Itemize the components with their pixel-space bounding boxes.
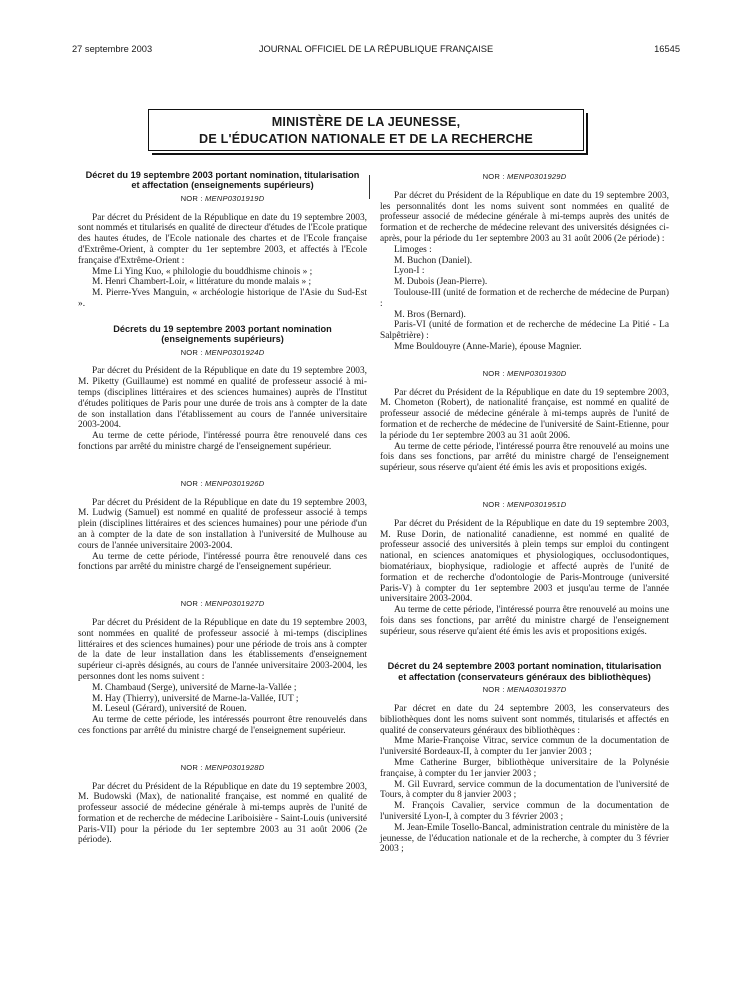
left-column bbox=[78, 170, 367, 846]
decree-paragraph: Au terme de cette période, l'intéressé pourra être renouvelé dans ces fonctions par arrêté du ministre chargé de l'enseignement supérieur. bbox=[78, 551, 367, 573]
decree-paragraph: Au terme de cette période, l'intéressé pourra être renouvelé au moins une fois dans ses fonctions, par arrêté du ministre chargé de l'enseignement supérieur, sous réserve qu'aient été émis les avis et propositions exigés. bbox=[380, 605, 669, 637]
list-item: Toulouse-III (unité de formation et de recherche de médecine de Purpan) : bbox=[380, 287, 669, 309]
decree-conservateurs bbox=[380, 661, 669, 855]
list-item: M. Gil Euvrard, service commun de la documentation de l'université de Tours, à compter du 8 janvier 2003 ; bbox=[380, 779, 669, 801]
decree-paragraph: Par décret du Président de la République en date du 19 septembre 2003, M. Budowski (Max), de nationalité française, est nommé en qualité de professeur associé de médecine générale à mi-temps auprès de l'unité de formation et de recherche de médecine Lariboisière - Saint-Louis (université Paris-VII) pour la période du 1er septembre 2003 au 31 août 2006 (2e période). bbox=[78, 781, 367, 846]
nor-code: MENP0301929D bbox=[507, 172, 567, 181]
decree-chartes bbox=[78, 170, 367, 310]
nor-label: NOR : bbox=[180, 478, 203, 488]
list-item: Mme Catherine Burger, bibliothèque universitaire de la Polynésie française, à compter du 1er janvier 2003 ; bbox=[380, 758, 669, 779]
column-rule bbox=[369, 175, 370, 199]
decree-ruse-dorin bbox=[380, 500, 669, 638]
decree-title: Décrets du 19 septembre 2003 portant nomination (enseignements supérieurs) bbox=[113, 323, 332, 345]
list-item: Paris-VI (unité de formation et de recherche de médecine La Pitié - La Salpêtrière) : bbox=[380, 320, 669, 342]
nor-reference bbox=[78, 599, 367, 610]
list-item: M. Jean-Emile Tosello-Bancal, administration centrale du ministère de la jeunesse, de l'éducation nationale et de la recherche, à compter du 3 février 2003 ; bbox=[380, 822, 669, 855]
nor-reference bbox=[380, 172, 669, 183]
decree-paragraph: Par décret du Président de la République en date du 19 septembre 2003, M. Chometon (Robert), de nationalité française, est nommé en qualité de professeur associé de médecine générale à mi-temps auprès de l'unité de formation et de recherche de médecine de l'université de Saint-Etienne, pour la période du 1er septembre 2003 au 31 août 2006. bbox=[380, 387, 669, 441]
nor-label: NOR : bbox=[482, 685, 505, 695]
nor-reference bbox=[78, 763, 367, 774]
nor-code: MENP0301926D bbox=[205, 478, 265, 488]
list-item: M. Dubois (Jean-Pierre). bbox=[394, 277, 488, 288]
list-item: M. Hay (Thierry), université de Marne-la-Vallée, IUT ; bbox=[92, 693, 299, 704]
nor-reference bbox=[78, 348, 367, 359]
decree-medecine-generale bbox=[380, 172, 669, 353]
nor-code: MENA0301937D bbox=[507, 685, 567, 695]
header-date: 27 septembre 2003 bbox=[72, 44, 153, 54]
nor-code: MENP0301951D bbox=[507, 499, 567, 509]
nor-label: NOR : bbox=[482, 172, 505, 181]
decree-budowski bbox=[78, 763, 367, 847]
decree-paragraph: Au terme de cette période, l'intéressé pourra être renouvelé au moins une fois dans ses fonctions, par arrêté du ministre chargé de l'enseignement supérieur, sous réserve qu'aient été émis les avis et propositions exigés. bbox=[380, 441, 669, 474]
list-item: M. Pierre-Yves Manguin, « archéologie historique de l'Asie du Sud-Est ». bbox=[78, 288, 367, 309]
page-header bbox=[72, 44, 680, 58]
decree-title: Décret du 24 septembre 2003 portant nomination, titularisation et affectation (conservateurs généraux des bibliothèques) bbox=[387, 661, 662, 682]
nor-label: NOR : bbox=[482, 368, 505, 378]
list-item: Lyon-I : bbox=[394, 266, 425, 277]
nor-reference bbox=[78, 479, 367, 490]
nor-code: MENP0301919D bbox=[205, 193, 265, 203]
list-item: Mme Bouldouyre (Anne-Marie), épouse Magnier. bbox=[394, 341, 582, 352]
decree-paragraph: Par décret du Président de la République en date du 19 septembre 2003, sont nommées en qualité de professeur associé à mi-temps (disciplines littéraires et des sciences humaines) pour une période de trois ans à compter de la date de leur installation dans les établissements d'enseignement supérieur ci-après désignés, au cours de l'année universitaire 2003-2004, les personnes dont les noms suivent : bbox=[78, 617, 367, 682]
nor-reference bbox=[380, 685, 669, 696]
nor-label: NOR : bbox=[180, 193, 203, 203]
header-journal-title: JOURNAL OFFICIEL DE LA RÉPUBLIQUE FRANÇAISE bbox=[258, 44, 494, 54]
nor-reference bbox=[380, 369, 669, 380]
nor-label: NOR : bbox=[180, 762, 203, 772]
decree-chometon bbox=[380, 369, 669, 474]
ministry-heading bbox=[148, 109, 584, 151]
decree-paragraph: Au terme de cette période, l'intéressé pourra être renouvelé dans ces fonctions par arrêté du ministre chargé de l'enseignement supérieur. bbox=[78, 431, 367, 452]
decree-marne-la-vallee bbox=[78, 599, 367, 737]
nor-code: MENP0301928D bbox=[205, 762, 265, 772]
decree-paragraph: Par décret du Président de la République en date du 19 septembre 2003, M. Piketty (Guillaume) est nommé en qualité de professeur associé à mi-temps (disciplines littéraires et des sciences humaines) auprès de l'Institut d'études politiques de Paris pour une durée de trois ans à compter de la date de son installation dans l'établissement au cours de l'année universitaire 2003-2004. bbox=[78, 366, 367, 431]
nor-reference bbox=[78, 194, 367, 205]
right-column bbox=[380, 170, 669, 855]
nor-code: MENP0301924D bbox=[205, 347, 265, 357]
list-item: M. Buchon (Daniel). bbox=[394, 255, 473, 266]
nor-label: NOR : bbox=[180, 599, 203, 609]
decree-paragraph: Par décret du Président de la République en date du 19 septembre 2003, M. Ruse Dorin, de nationalité canadienne, est nommé en qualité de professeur associé des universités à plein temps sur emploi du contingent national, en sciences anatomiques et physiologiques, occlusodontiques, biomatériaux, biophysique, radiologie et affecté auprès de l'unité de formation et de recherche d'odontologie de Paris-Montrouge (université Paris-V) à compter du 1er septembre 2003 et jusqu'au terme de l'année universitaire 2003-2004. bbox=[380, 518, 669, 605]
decree-paragraph: Par décret en date du 24 septembre 2003, les conservateurs des bibliothèques dont les noms suivent sont nommés, titularisés et affectés en qualité de conservateurs généraux des bibliothèques : bbox=[380, 704, 669, 736]
nor-code: MENP0301927D bbox=[205, 599, 265, 609]
decree-ludwig bbox=[78, 479, 367, 573]
decree-title: Décret du 19 septembre 2003 portant nomination, titularisation et affectation (enseignements supérieurs) bbox=[85, 170, 360, 191]
ministry-line-2: DE L'ÉDUCATION NATIONALE ET DE LA RECHERCHE bbox=[199, 132, 533, 146]
list-item: Mme Li Ying Kuo, « philologie du bouddhisme chinois » ; bbox=[92, 266, 313, 277]
nor-label: NOR : bbox=[482, 499, 505, 509]
list-item: Limoges : bbox=[394, 244, 432, 255]
decree-paragraph: Par décret du Président de la République en date du 19 septembre 2003, sont nommés et titularisés en qualité de directeur d'études de l'Ecole pratique des hautes études, de l'Ecole nationale des chartes et de l'Ecole française d'Extrême-Orient, à compter du 1er septembre 2003, et affectés à l'Ecole française d'Extrême-Orient : bbox=[78, 212, 367, 266]
list-item: M. Chambaud (Serge), université de Marne-la-Vallée ; bbox=[92, 682, 297, 693]
decree-paragraph: Au terme de cette période, les intéressés pourront être renouvelés dans ces fonctions par arrêté du ministre chargé de l'enseignement supérieur. bbox=[78, 715, 367, 736]
nor-reference bbox=[380, 500, 669, 511]
list-item: Mme Marie-Françoise Vitrac, service commun de la documentation de l'université Bordeaux-II, à compter du 1er janvier 2003 ; bbox=[380, 736, 669, 758]
decree-paragraph: Par décret du Président de la République en date du 19 septembre 2003, les personnalités dont les noms suivent sont nommées en qualité de professeur associé de médecine générale à mi-temps auprès des unités de formation et de recherche de médecine relevant des universités désignées ci-après, pour la période du 1er septembre 2003 au 31 août 2006 (2e période) : bbox=[380, 190, 669, 244]
nor-label: NOR : bbox=[180, 347, 203, 357]
decree-paragraph: Par décret du Président de la République en date du 19 septembre 2003, M. Ludwig (Samuel) est nommé en qualité de professeur associé à temps plein (disciplines littéraires et des sciences humaines) pour une période d'un an à compter de la date de son installation à l'université de Mulhouse au cours de l'année universitaire 2003-2004. bbox=[78, 497, 367, 551]
list-item: M. Henri Chambert-Loir, « littérature du monde malais » ; bbox=[92, 277, 312, 288]
list-item: M. Leseul (Gérard), université de Rouen. bbox=[92, 704, 247, 715]
list-item: M. Bros (Bernard). bbox=[394, 309, 466, 320]
decree-piketty bbox=[78, 324, 367, 453]
header-page-number: 16545 bbox=[654, 44, 680, 54]
nor-code: MENP0301930D bbox=[507, 368, 567, 378]
ministry-line-1: MINISTÈRE DE LA JEUNESSE, bbox=[271, 115, 461, 129]
list-item: M. François Cavalier, service commun de la documentation de l'université Lyon-I, à compter du 3 février 2003 ; bbox=[380, 801, 669, 823]
